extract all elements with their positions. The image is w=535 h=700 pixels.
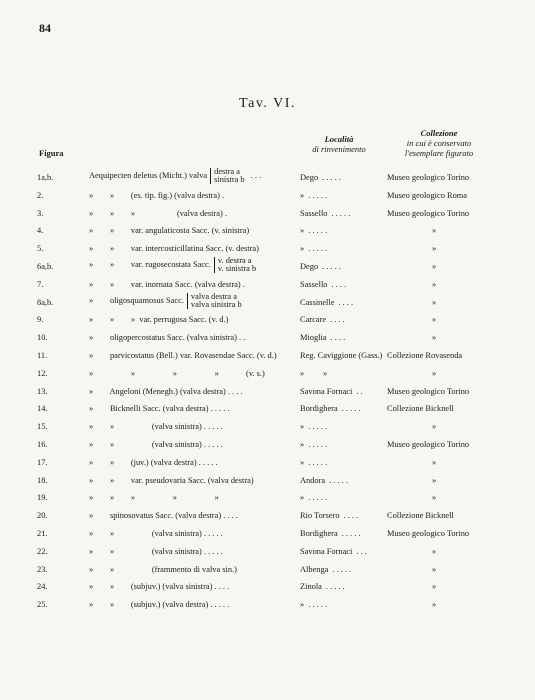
valve-brace — [214, 257, 256, 273]
locality-name: Zinola — [300, 582, 322, 592]
figure-number: 3. — [37, 208, 44, 218]
locality-cell — [300, 493, 327, 502]
leader-dots: . . . . . — [308, 457, 328, 467]
header-collezione-line1: Collezione — [420, 128, 458, 138]
collection-cell: » — [432, 457, 437, 467]
leader-dots: . . . . . — [308, 244, 328, 254]
collection-cell: » — [432, 600, 437, 610]
locality-cell — [300, 333, 345, 342]
plate-table — [37, 167, 507, 615]
locality-name: Reg. Caviggione (Gass.) — [300, 350, 383, 360]
leader-dots: . . . — [250, 170, 262, 180]
leader-dots: . . . . . — [308, 422, 328, 432]
species-cell — [89, 493, 219, 502]
locality-name: Mioglia — [300, 333, 327, 343]
figure-number: 7. — [37, 279, 44, 289]
collection-cell: » — [432, 226, 437, 236]
figure-number: 1a,b. — [37, 173, 54, 182]
collection-cell: » — [432, 333, 437, 343]
species-cell — [89, 209, 227, 218]
table-row — [37, 490, 507, 508]
species-cell — [89, 422, 223, 431]
species-name: » » (valva sinistra) . . . . . — [89, 439, 223, 449]
species-name: » spinosovatus Sacc. (valva destra) . . . . — [89, 511, 238, 521]
valve-brace — [210, 168, 244, 184]
table-row — [37, 206, 507, 224]
species-name: » » » » » — [89, 493, 219, 503]
header-localita-line2: di rinvenimento — [312, 144, 366, 154]
figure-number: 5. — [37, 244, 44, 254]
header-figura: Figura — [39, 148, 64, 158]
figure-number: 15. — [37, 422, 48, 432]
locality-name: Dego — [300, 173, 319, 182]
table-row — [37, 544, 507, 562]
species-name: » » (juv.) (valva destra) . . . . . — [89, 457, 218, 467]
species-cell — [89, 280, 245, 289]
locality-cell — [300, 422, 327, 431]
locality-name: Andora — [300, 475, 326, 485]
header-collezione — [384, 128, 494, 158]
species-cell — [89, 547, 223, 556]
locality-name: » — [300, 244, 305, 254]
locality-name: Sassello — [300, 279, 328, 289]
figure-number: 17. — [37, 457, 48, 467]
collection-cell: Collezione Bicknell — [387, 511, 454, 521]
collection-cell: Collezione Rovasenda — [387, 350, 463, 360]
species-name: » oligopercostatus Sacc. (valva sinistra) . . — [89, 333, 246, 343]
locality-cell — [300, 280, 346, 289]
species-cell — [89, 440, 223, 449]
species-name: » » (es. tip. fig.) (valva destra) . — [89, 190, 225, 200]
leader-dots: . . . — [356, 546, 367, 556]
leader-dots: . . . . . — [322, 173, 341, 182]
plate-title: Tav. VI. — [239, 96, 296, 111]
table-row — [37, 188, 507, 206]
locality-cell — [300, 191, 327, 200]
figure-number: 4. — [37, 226, 44, 236]
species-cell — [89, 582, 229, 591]
brace-bottom: v. sinistra b — [217, 263, 257, 273]
collection-cell: Museo geologico Torino — [387, 528, 470, 538]
locality-cell — [300, 600, 327, 609]
valve-brace — [187, 293, 242, 309]
species-name: » » » (valva destra) . — [89, 208, 227, 218]
species-cell — [89, 315, 228, 324]
collection-cell: » — [432, 546, 437, 556]
collection-cell: Museo geologico Torino — [387, 208, 470, 218]
table-row — [37, 473, 507, 491]
table-row — [37, 562, 507, 580]
table-row — [37, 348, 507, 366]
locality-cell — [300, 440, 327, 449]
collection-cell: » — [432, 475, 437, 485]
table-row — [37, 419, 507, 437]
locality-cell — [300, 511, 358, 520]
locality-name: Sassello — [300, 208, 328, 218]
locality-name: Bordighera — [300, 528, 338, 538]
locality-cell — [300, 565, 351, 574]
table-row — [37, 579, 507, 597]
brace-top: destra a — [214, 167, 240, 176]
locality-name: » — [300, 226, 305, 236]
figure-number: 19. — [37, 493, 48, 503]
locality-name: » — [300, 190, 305, 200]
locality-cell — [300, 547, 367, 556]
locality-cell — [300, 244, 327, 253]
figure-number: 25. — [37, 600, 48, 610]
figure-number: 12. — [37, 368, 48, 378]
species-name: » oligosquamosus Sacc. — [89, 295, 184, 305]
species-cell — [89, 257, 256, 273]
species-name: » Bicknelli Sacc. (valva destra) . . . . . — [89, 404, 230, 414]
species-cell — [89, 293, 242, 309]
locality-cell — [300, 351, 386, 360]
leader-dots: . . . . . — [308, 600, 328, 610]
collection-cell: Museo geologico Torino — [387, 439, 470, 449]
collection-cell: » — [432, 493, 437, 503]
figure-number: 6a,b. — [37, 261, 54, 271]
collection-cell: » — [432, 261, 437, 271]
species-cell — [89, 529, 223, 538]
table-row — [37, 255, 507, 277]
table-row — [37, 401, 507, 419]
locality-cell — [300, 173, 341, 182]
leader-dots: . . — [356, 386, 363, 396]
table-row — [37, 437, 507, 455]
locality-cell — [300, 369, 331, 378]
page-number: 84 — [39, 21, 51, 35]
leader-dots: . . . . . — [331, 208, 351, 218]
figure-number: 21. — [37, 528, 48, 538]
table-row — [37, 312, 507, 330]
species-cell — [89, 458, 218, 467]
locality-name: » — [300, 439, 305, 449]
locality-name: Carcare — [300, 315, 327, 325]
locality-cell — [300, 387, 363, 396]
species-name: » » (frammento di valva sin.) — [89, 564, 237, 574]
locality-cell — [300, 529, 361, 538]
table-row — [37, 597, 507, 615]
species-name: » » (valva sinistra) . . . . . — [89, 422, 223, 432]
locality-name: » » — [300, 368, 328, 378]
collection-cell: Museo geologico Torino — [387, 173, 470, 182]
species-cell — [89, 600, 229, 609]
leader-dots: . . . . — [343, 511, 359, 521]
figure-number: 10. — [37, 333, 48, 343]
species-name: » » (subjuv.) (valva destra) . . . . . — [89, 600, 230, 610]
table-row — [37, 384, 507, 402]
locality-cell — [300, 582, 345, 591]
species-name: » Angeloni (Menegh.) (valva destra) . . . . — [89, 386, 243, 396]
header-collezione-line2: in cui è conservato — [406, 138, 472, 148]
leader-dots: . . . . — [330, 333, 346, 343]
species-cell — [89, 191, 224, 200]
collection-cell: » — [432, 368, 437, 378]
collection-cell: » — [432, 297, 437, 307]
collection-cell: Museo geologico Torino — [387, 386, 470, 396]
locality-cell — [300, 315, 345, 324]
locality-cell — [300, 298, 353, 307]
table-row — [37, 526, 507, 544]
locality-cell — [300, 226, 327, 235]
locality-name: » — [300, 600, 305, 610]
figure-number: 22. — [37, 546, 48, 556]
locality-name: » — [300, 493, 305, 503]
leader-dots: . . . . . — [341, 528, 361, 538]
species-name: » parvicostatus (Bell.) var. Rovasendae Sacc. (v. d.) — [89, 350, 277, 360]
species-cell — [89, 351, 277, 360]
species-name: » » (valva sinistra) . . . . . — [89, 546, 223, 556]
figure-number: 11. — [37, 350, 48, 360]
header-localita-line1: Località — [324, 134, 354, 144]
locality-cell — [300, 476, 348, 485]
leader-dots: . . . . . — [308, 493, 328, 503]
species-cell — [89, 226, 249, 235]
table-row — [37, 167, 507, 188]
collection-cell: » — [432, 422, 437, 432]
leader-dots: . . . . . — [341, 404, 361, 414]
locality-name: » — [300, 457, 305, 467]
species-cell — [89, 565, 237, 574]
species-cell — [89, 404, 229, 413]
collection-cell: » — [432, 279, 437, 289]
locality-name: » — [300, 422, 305, 432]
header-collezione-line3: l'esemplare figurato — [404, 148, 474, 158]
leader-dots: . . . . . — [322, 261, 341, 271]
brace-top: valva destra a — [190, 291, 237, 301]
figure-number: 18. — [37, 475, 48, 485]
leader-dots: . . . . . — [325, 582, 345, 592]
collection-cell: » — [432, 315, 437, 325]
species-cell — [89, 369, 265, 378]
table-row — [37, 455, 507, 473]
figure-number: 16. — [37, 439, 48, 449]
leader-dots: . . . . — [331, 279, 347, 289]
locality-name: Dego — [300, 261, 319, 271]
table-row — [37, 330, 507, 348]
figure-number: 24. — [37, 582, 48, 592]
species-name: Aequipecten deletus (Micht.) valva — [89, 170, 208, 180]
species-cell — [89, 476, 254, 485]
leader-dots: . . . . . — [332, 564, 352, 574]
species-name: » » » » (v. s.) — [89, 368, 265, 378]
species-name: » » var. pseudovaria Sacc. (valva destra) — [89, 475, 254, 485]
species-cell — [89, 511, 238, 520]
species-cell — [89, 168, 261, 184]
locality-name: Savona Fornaci — [300, 546, 353, 556]
figure-number: 8a,b. — [37, 297, 54, 307]
header-localita — [303, 134, 375, 154]
collection-cell: » — [432, 244, 437, 254]
figure-number: 23. — [37, 564, 48, 574]
locality-name: Cassinelle — [300, 297, 335, 307]
species-name: » » var. rugosecostata Sacc. — [89, 259, 211, 269]
table-row — [37, 223, 507, 241]
collection-cell: » — [432, 564, 437, 574]
species-name: » » (valva sinistra) . . . . . — [89, 528, 223, 538]
collection-cell: Collezione Bicknell — [387, 404, 454, 414]
species-cell — [89, 333, 245, 342]
species-name: » » var. inornata Sacc. (valva destra) . — [89, 279, 245, 289]
leader-dots: . . . . . — [308, 190, 328, 200]
figure-number: 20. — [37, 511, 48, 521]
leader-dots: . . . . . — [308, 226, 328, 236]
brace-bottom: sinistra b — [214, 175, 245, 184]
figure-number: 2. — [37, 190, 44, 200]
locality-name: Bordighera — [300, 404, 338, 414]
figure-number: 13. — [37, 386, 48, 396]
locality-name: Rio Torsero — [300, 511, 340, 521]
figure-number: 9. — [37, 315, 44, 325]
collection-cell: Museo geologico Roma — [387, 190, 468, 200]
table-row — [37, 366, 507, 384]
table-row — [37, 291, 507, 313]
locality-cell — [300, 262, 341, 271]
locality-name: Albenga — [300, 564, 329, 574]
figure-number: 14. — [37, 404, 48, 414]
collection-cell: » — [432, 582, 437, 592]
species-name: » » var. angulaticosta Sacc. (v. sinistra) — [89, 226, 250, 236]
locality-cell — [300, 458, 327, 467]
locality-cell — [300, 404, 361, 413]
species-cell — [89, 244, 259, 253]
leader-dots: . . . . . — [329, 475, 348, 485]
leader-dots: . . . . — [338, 297, 354, 307]
brace-top: v. destra a — [217, 255, 252, 265]
species-name: » » » var. perrugosa Sacc. (v. d.) — [89, 315, 229, 325]
leader-dots: . . . . . — [308, 439, 328, 449]
table-row — [37, 508, 507, 526]
locality-cell — [300, 209, 350, 218]
leader-dots: . . . . — [330, 315, 345, 325]
locality-name: Savona Fornaci — [300, 386, 353, 396]
species-name: » » (subjuv.) (valva sinistra) . . . . — [89, 582, 230, 592]
species-name: » » var. intercosticillatina Sacc. (v. destra) — [89, 244, 259, 254]
species-cell — [89, 387, 243, 396]
brace-bottom: valva sinistra b — [190, 299, 242, 309]
